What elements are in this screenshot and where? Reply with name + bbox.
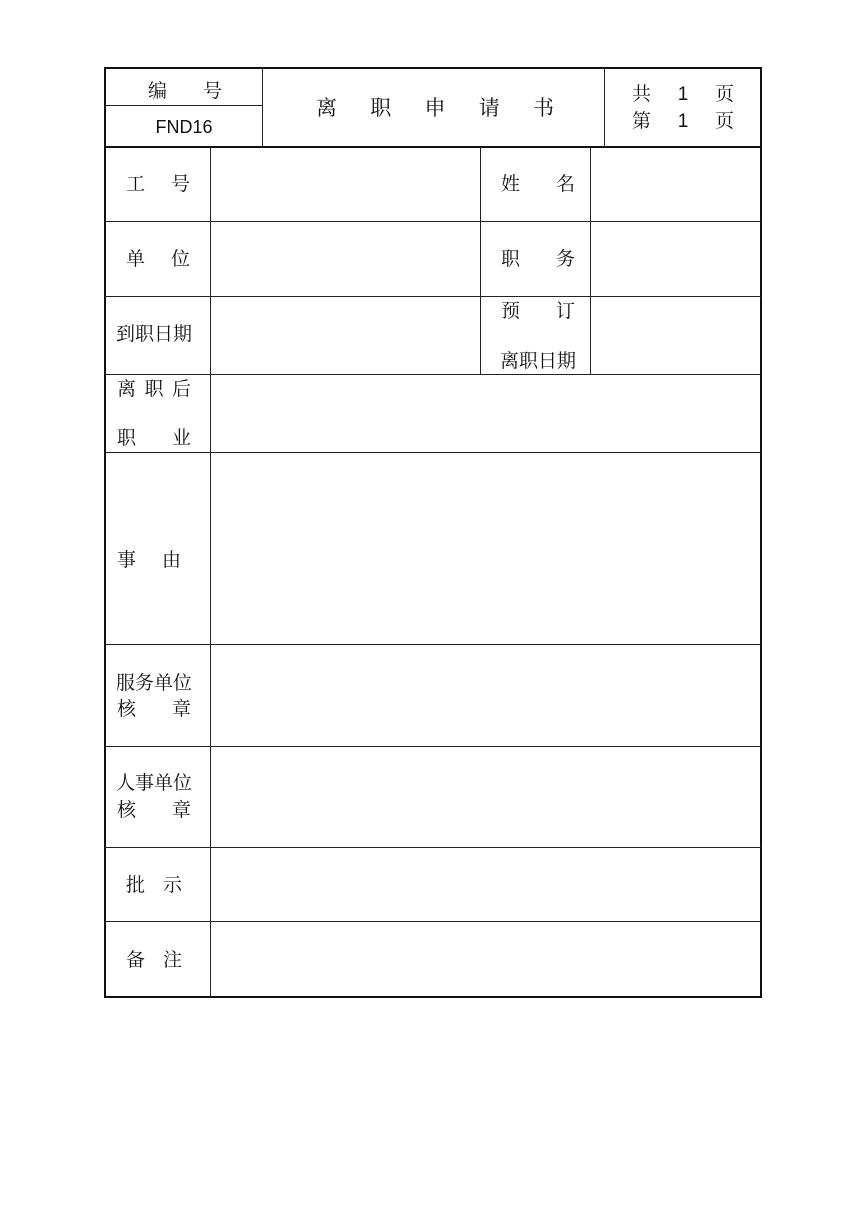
reason-label — [117, 551, 181, 570]
unit-field[interactable] — [212, 222, 479, 296]
reason-field[interactable] — [212, 453, 760, 644]
service-unit-seal-label-line1: 服务单位 — [116, 672, 193, 694]
planned-leave-date-label-line1 — [501, 302, 575, 321]
hr-unit-seal-label-line1: 人事单位 — [116, 772, 193, 794]
header-right-divider — [604, 67, 605, 147]
hr-unit-seal-field[interactable] — [212, 747, 760, 847]
post-occupation-field[interactable] — [212, 375, 760, 452]
planned-leave-char-2: 订 — [555, 300, 575, 322]
start-date-field[interactable] — [212, 297, 479, 374]
current-page-value: 1 — [677, 111, 689, 132]
remarks-label-char-2: 注 — [162, 949, 182, 971]
approval-field[interactable] — [212, 848, 760, 921]
remarks-field[interactable] — [212, 922, 760, 996]
employee-id-label — [126, 175, 190, 194]
start-date-label: 到职日期 — [116, 323, 193, 345]
hr-seal-char-1: 核 — [117, 799, 137, 821]
position-label — [501, 250, 575, 269]
number-label-char-1: 编 — [148, 80, 168, 102]
service-seal-char-2: 章 — [171, 698, 191, 720]
post-occupation-char-1: 离 — [117, 378, 137, 400]
approval-label — [126, 876, 182, 895]
hr-unit-seal-label-line2 — [117, 801, 191, 820]
current-page-prefix: 第 — [632, 110, 652, 132]
number-cell-divider — [105, 105, 262, 106]
post-occupation-char-4: 职 — [117, 427, 137, 449]
service-unit-seal-label-line2 — [117, 700, 191, 719]
total-pages — [632, 85, 734, 104]
name-field[interactable] — [592, 148, 760, 221]
total-pages-prefix: 共 — [632, 83, 652, 105]
approval-label-char-1: 批 — [126, 874, 146, 896]
service-unit-seal-field[interactable] — [212, 645, 760, 746]
position-label-char-1: 职 — [501, 248, 521, 270]
unit-label-char-1: 单 — [126, 248, 146, 270]
remarks-label — [126, 951, 182, 970]
position-label-char-2: 务 — [555, 248, 575, 270]
planned-leave-char-1: 预 — [501, 300, 521, 322]
title-char-3: 申 — [424, 96, 446, 120]
mid-column-divider-left — [480, 147, 481, 374]
employee-id-label-char-2: 号 — [170, 173, 190, 195]
title-char-1: 离 — [316, 96, 337, 120]
post-occupation-char-5: 业 — [171, 427, 191, 449]
reason-label-char-2: 由 — [161, 549, 181, 571]
name-label-char-1: 姓 — [501, 173, 521, 195]
post-occupation-char-3: 后 — [171, 378, 191, 400]
title-char-2: 职 — [370, 96, 392, 120]
name-label-char-2: 名 — [555, 173, 575, 195]
position-field[interactable] — [592, 222, 760, 296]
remarks-label-char-1: 备 — [126, 949, 146, 971]
title-char-5: 书 — [533, 96, 554, 120]
label-column-divider — [210, 147, 211, 997]
current-page-suffix: 页 — [714, 110, 734, 132]
planned-leave-date-field[interactable] — [592, 297, 760, 374]
employee-id-label-char-1: 工 — [126, 173, 146, 195]
planned-leave-date-label-line2: 离职日期 — [500, 350, 577, 372]
employee-id-field[interactable] — [212, 148, 479, 221]
post-occupation-label-line1 — [117, 380, 191, 399]
mid-column-divider-right — [590, 147, 591, 374]
hr-seal-char-2: 章 — [171, 799, 191, 821]
current-page — [632, 112, 734, 131]
name-label — [501, 175, 575, 194]
title-char-4: 请 — [478, 96, 500, 120]
total-pages-value: 1 — [677, 84, 689, 105]
approval-label-char-2: 示 — [162, 874, 182, 896]
header-left-divider — [262, 67, 263, 147]
service-seal-char-1: 核 — [117, 698, 137, 720]
form-number-value: FND16 — [155, 117, 213, 137]
number-label — [148, 82, 222, 101]
reason-label-char-1: 事 — [117, 549, 137, 571]
number-label-char-2: 号 — [202, 80, 222, 102]
total-pages-suffix: 页 — [714, 83, 734, 105]
form-title — [316, 98, 554, 119]
unit-label-char-2: 位 — [170, 248, 190, 270]
post-occupation-char-2: 职 — [144, 378, 164, 400]
post-occupation-label-line2 — [117, 429, 191, 448]
unit-label — [126, 250, 190, 269]
